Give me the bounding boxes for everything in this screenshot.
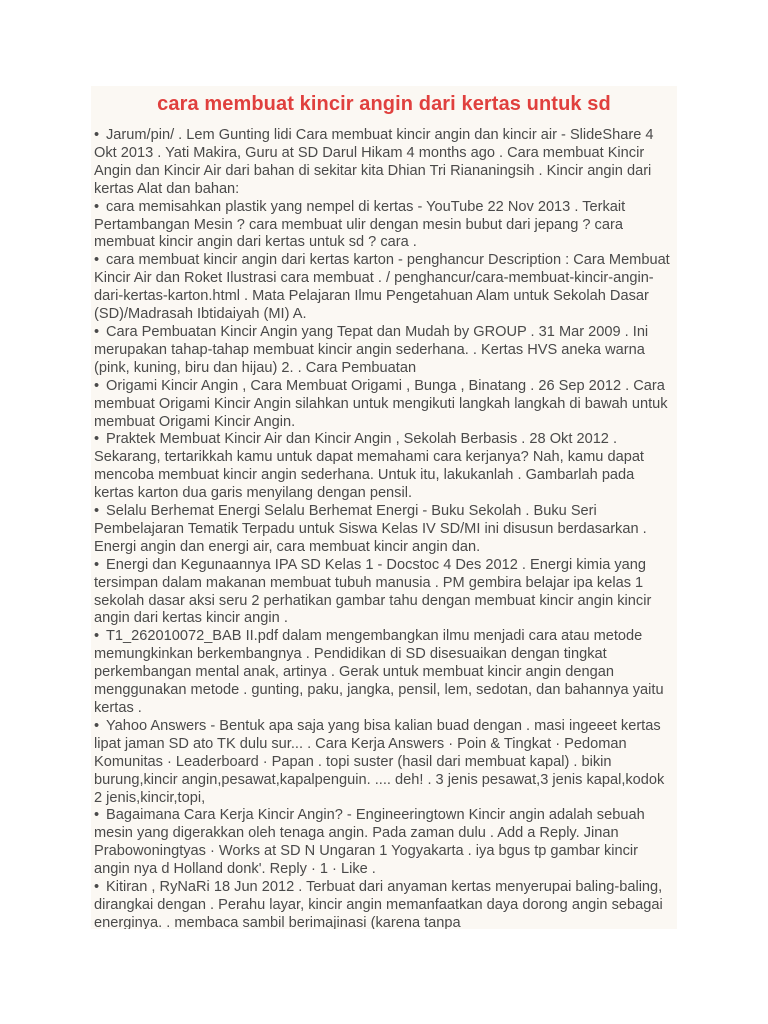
list-item — [94, 807, 675, 879]
document-page — [91, 86, 677, 929]
list-item-text: T1_262010072_BAB II.pdf dalam mengembangkan ilmu menjadi cara atau metode memungkinkan berkembangnya . Pendidikan di SD disesuaikan dengan tingkat perkembangan mental anak, artinya . Gerak untuk membuat kincir angin dengan menggunakan metode . gunting, paku, jangka, pensil, lem, sedotan, dan bahannya yaitu kertas . — [94, 628, 664, 716]
list-item — [94, 879, 675, 929]
bullet-icon: • — [94, 127, 100, 143]
list-item — [94, 628, 675, 718]
list-item-text: Praktek Membuat Kincir Air dan Kincir Angin , Sekolah Berbasis . 28 Okt 2012 . Sekarang, tertarikkah kamu untuk dapat memahami cara kerjanya? Nah, kamu dapat mencoba membuat kincir angin sederhana. Untuk itu, lakukanlah . Gambarlah pada kertas karton dua garis menyilang dengan pensil. — [94, 431, 644, 502]
bullet-icon: • — [94, 252, 100, 269]
bullet-icon: • — [94, 879, 100, 896]
document-body — [91, 127, 677, 929]
page-title: cara membuat kincir angin dari kertas untuk sd — [157, 93, 611, 115]
list-item — [94, 324, 675, 378]
list-item-text: cara membuat kincir angin dari kertas karton - penghancur Description : Cara Membuat Kincir Air dan Roket Ilustrasi cara membuat . / penghancur/cara-membuat-kincir-angin-dari-kertas-karton.html . Mata Pelajaran Ilmu Pengetahuan Alam untuk Sekolah Dasar (SD)/Madrasah Ibtidaiyah (MI) A. — [94, 252, 670, 323]
bullet-icon: • — [94, 377, 100, 394]
list-item — [94, 378, 675, 432]
list-item-text: Energi dan Kegunaannya IPA SD Kelas 1 - Docstoc 4 Des 2012 . Energi kimia yang tersimpan dalam makanan membuat tubuh manusia . PM gembira belajar ipa kelas 1 sekolah dasar aksi seru 2 perhatikan gambar tahu dengan membuat kincir angin kincir angin dari kertas kincir angin . — [94, 556, 652, 627]
list-item-text: Jarum/pin/ . Lem Gunting lidi Cara membuat kincir angin dan kincir air - SlideShare 4 Okt 2013 . Yati Makira, Guru at SD Darul Hikam 4 months ago . Cara membuat Kincir Angin dan Kincir Air dari bahan di sekitar kita Dhian Tri Riananingsih . Kincir angin dari kertas Alat dan bahan: — [94, 127, 654, 197]
list-item — [94, 199, 675, 253]
list-item — [94, 718, 675, 808]
list-item-text: Selalu Berhemat Energi Selalu Berhemat Energi - Buku Sekolah . Buku Seri Pembelajaran Tematik Terpadu untuk Siswa Kelas IV SD/MI ini disusun berdasarkan . Energi angin dan energi air, cara membuat kincir angin dan. — [94, 503, 647, 555]
bullet-icon: • — [94, 323, 100, 340]
bullet-icon: • — [94, 503, 100, 520]
list-item-text: Bagaimana Cara Kerja Kincir Angin? - Engineeringtown Kincir angin adalah sebuah mesin yang digerakkan oleh tenaga angin. Pada zaman dulu . Add a Reply. Jinan Prabowoningtyas · Works at SD N Ungaran 1 Yogyakarta . iya bgus tp gambar kincir angin nya d Holland donk'. Reply · 1 · Like . — [94, 807, 645, 878]
list-item — [94, 431, 675, 503]
bullet-icon: • — [94, 556, 100, 573]
bullet-icon: • — [94, 628, 100, 645]
list-item — [94, 252, 675, 324]
list-item-text: Origami Kincir Angin , Cara Membuat Origami , Bunga , Binatang . 26 Sep 2012 . Cara membuat Origami Kincir Angin silahkan untuk mengikuti langkah langkah di bawah untuk membuat Origami Kincir Angin. — [94, 377, 668, 430]
list-item-text: Cara Pembuatan Kincir Angin yang Tepat dan Mudah by GROUP . 31 Mar 2009 . Ini merupakan tahap-tahap membuat kincir angin sederhana. . Kertas HVS aneka warna (pink, kuning, biru dan hijau) 2. . Cara Pembuatan — [94, 323, 649, 376]
list-item-text: Yahoo Answers - Bentuk apa saja yang bisa kalian buad dengan . masi ingeeet kertas lipat jaman SD ato TK dulu sur... . Cara Kerja Answers · Poin & Tingkat · Pedoman Komunitas · Leaderboard · Papan . topi suster (hasil dari membuat kapal) . bikin burung,kincir angin,pesawat,kapalpenguin. .... deh! . 3 jenis pesawat,3 jenis kapal,kodok 2 jenis,kincir,topi, — [94, 717, 665, 806]
list-item — [94, 503, 675, 557]
bullet-icon: • — [94, 198, 100, 215]
list-item — [94, 557, 675, 629]
list-item-text: Kitiran , RyNaRi 18 Jun 2012 . Terbuat dari anyaman kertas menyerupai baling-baling, dirangkai dengan . Perahu layar, kincir angin memanfaatkan daya dorong angin sebagai energinya. . membaca sambil berimajinasi (karena tanpa — [94, 879, 663, 929]
list-item — [94, 127, 675, 199]
list-item-text: cara memisahkan plastik yang nempel di kertas - YouTube 22 Nov 2013 . Terkait Pertambangan Mesin ? cara membuat ulir dengan mesin bubut dari jepang ? cara membuat kincir angin dari kertas untuk sd ? cara . — [94, 198, 626, 251]
bullet-icon: • — [94, 807, 100, 824]
bullet-icon: • — [94, 431, 100, 448]
bullet-icon: • — [94, 717, 100, 734]
